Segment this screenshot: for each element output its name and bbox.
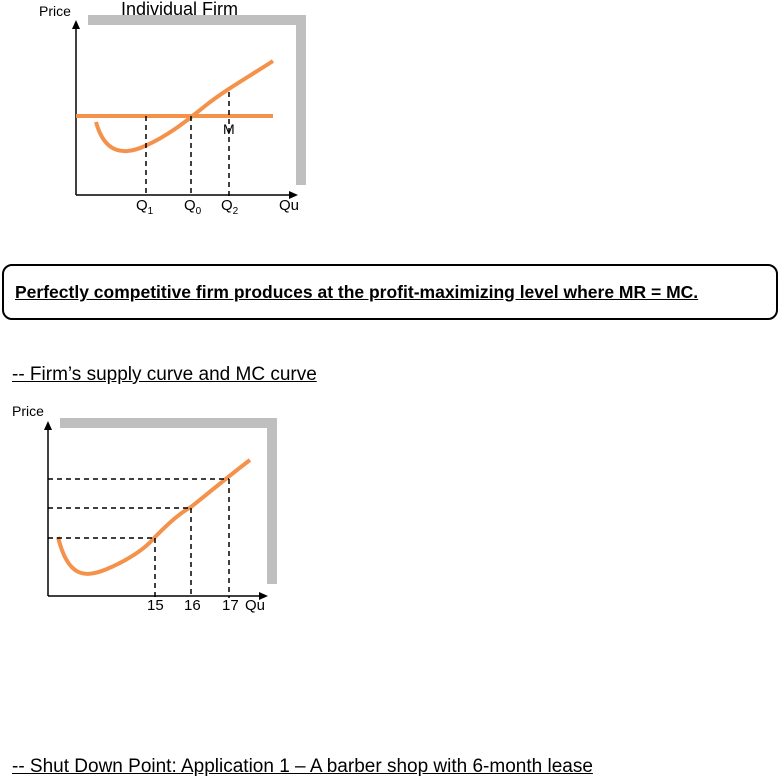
- y-axis-label: Price: [39, 3, 71, 19]
- tick-16: 16: [184, 597, 201, 614]
- y-axis-arrow: [72, 20, 80, 29]
- tick-q2: $Q_2$: [221, 197, 239, 217]
- callout-box: [2, 264, 778, 320]
- chart-title: Individual Firm: [121, 0, 239, 19]
- mc-curve: [58, 460, 250, 574]
- supply-curve-chart: [0, 395, 300, 625]
- y-axis-label: Price: [12, 403, 44, 419]
- x-axis-label: Qu: [279, 197, 300, 214]
- callout-text: Perfectly competitive firm produces at the profit-maximizing level where MR = MC.: [15, 282, 699, 302]
- y-axis-arrow: [44, 421, 52, 430]
- chart-frame: [88, 20, 301, 185]
- tick-15: 15: [147, 597, 164, 614]
- shut-down-heading: -- Shut Down Point: Application 1 – A barber shop with 6-month lease: [12, 756, 593, 777]
- tick-q1: $Q_1$: [136, 197, 154, 217]
- mc-curve: [96, 61, 273, 151]
- supply-curve-heading: -- Firm’s supply curve and MC curve: [12, 364, 317, 385]
- tick-q0: $Q_0$: [184, 197, 202, 217]
- chart-frame: [60, 423, 272, 584]
- x-axis-label: Qu: [245, 597, 266, 614]
- mc-curve-label: M: [223, 121, 235, 137]
- individual-firm-chart: [0, 0, 320, 230]
- tick-17: 17: [222, 597, 239, 614]
